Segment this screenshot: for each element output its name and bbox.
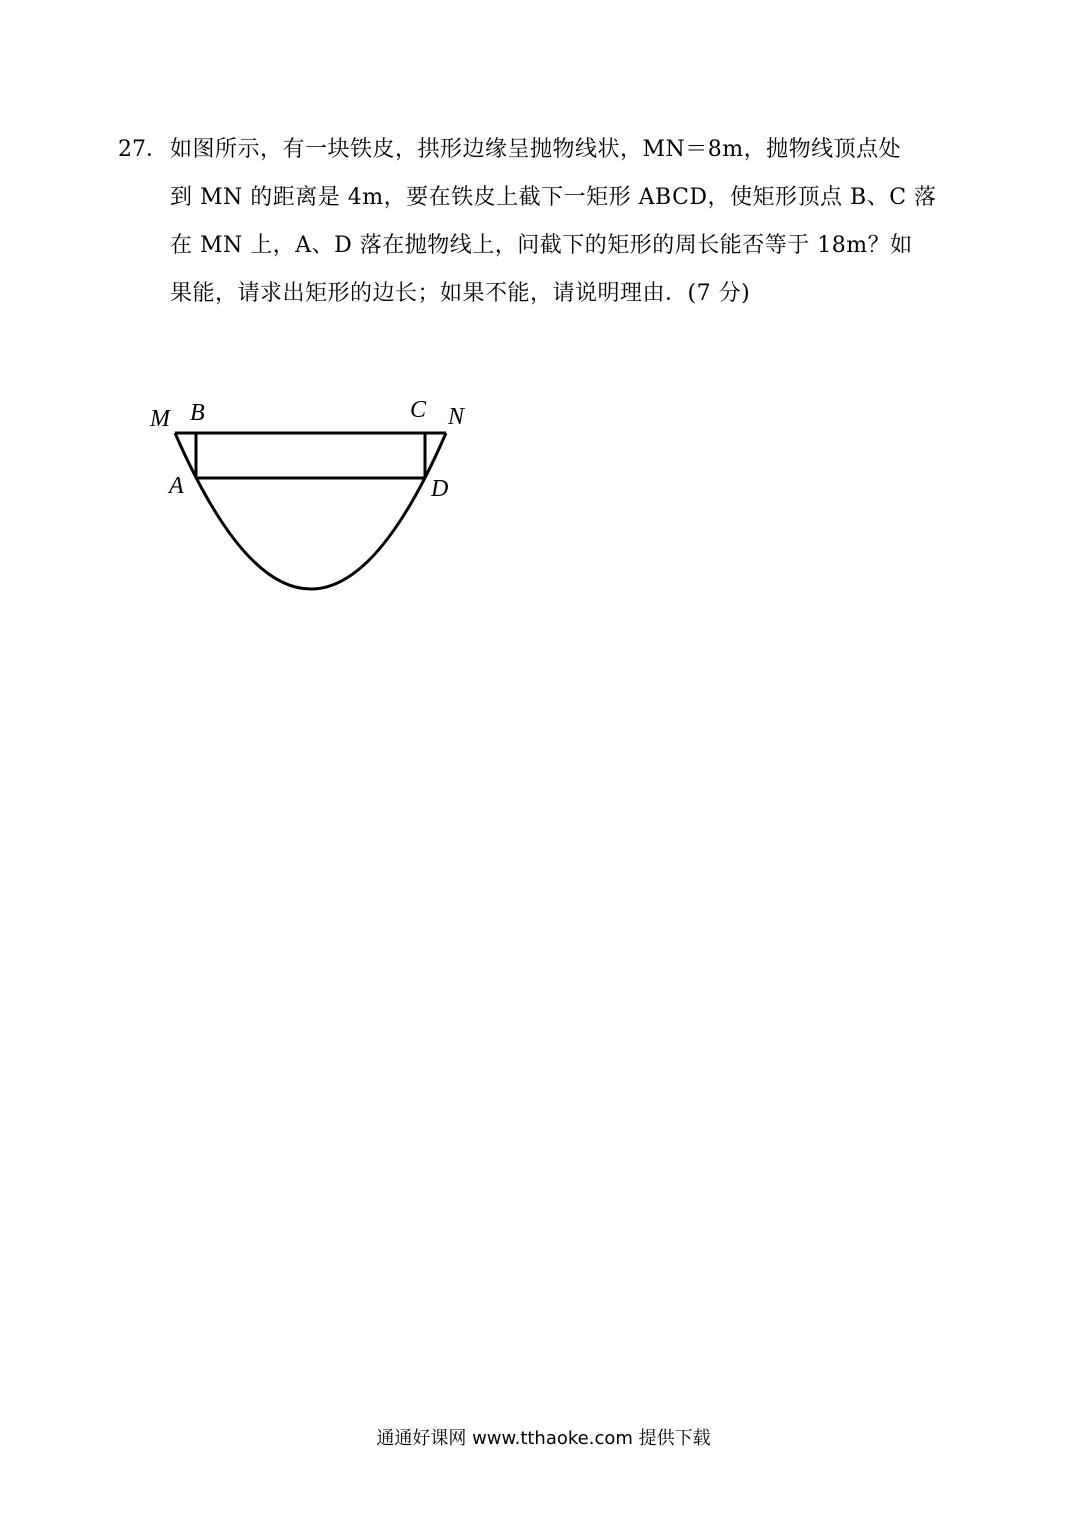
problem-text: [170, 126, 970, 318]
label-c: C: [410, 397, 427, 423]
label-m: M: [150, 406, 170, 432]
parabola-figure: [140, 390, 480, 610]
label-a: A: [169, 473, 184, 499]
problem-line-4: 果能，请求出矩形的边长；如果不能，请说明理由．(7 分): [170, 281, 751, 306]
problem-number: 27．: [118, 137, 168, 162]
label-d: D: [431, 476, 449, 502]
problem-line-2: 到 MN 的距离是 4m，要在铁皮上截下一矩形 ABCD，使矩形顶点 B、C 落: [170, 185, 937, 210]
problem-line-1: 如图所示，有一块铁皮，拱形边缘呈抛物线状，MN＝8m，抛物线顶点处: [170, 137, 902, 162]
label-b: B: [190, 400, 205, 426]
footer-source: 通通好课网 www.tthaoke.com 提供下载: [376, 1428, 711, 1449]
label-n: N: [448, 404, 465, 430]
parabola-diagram: [140, 390, 480, 610]
problem-line-3: 在 MN 上，A、D 落在抛物线上，问截下的矩形的周长能否等于 18m？如: [170, 233, 913, 258]
parabola-arc: [175, 433, 449, 589]
